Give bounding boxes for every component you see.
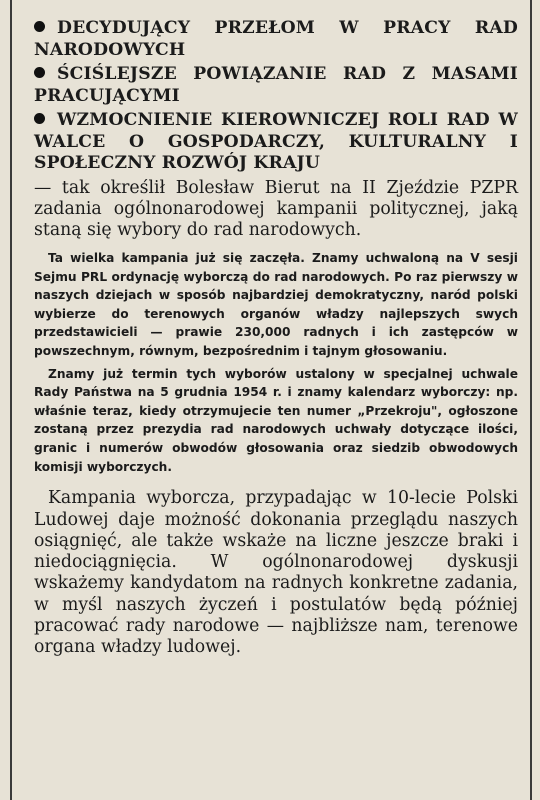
body-paragraph: Znamy już termin tych wyborów ustalony w specjalnej uchwale Rady Państwa na 5 grudnia 1954 r. i znamy kalendarz wyborczy: np. właśnie teraz, kiedy otrzymujecie ten numer „Przekroju", ogłoszone zostaną przez prezydia rad narodowych uchwały dotyczące ilości, granic i numerów obwodów głosowania oraz siedzib obwodowych komisji wyborczych. (34, 366, 518, 474)
headline-item (34, 110, 518, 175)
headline-text: DECYDUJĄCY PRZEŁOM W PRACY RAD NARODOWYCH (34, 18, 518, 60)
left-column-rule (10, 0, 12, 800)
bullet-icon (34, 67, 45, 78)
closing-paragraph: Kampania wyborcza, przypadając w 10-lecie Polski Ludowej daje możność dokonania przeglądu naszych osiągnięć, ale także wskaże na liczne jeszcze braki i niedociągnięcia. W ogólnonarodowej dyskusji wskażemy kandydatom na radnych konkretne zadania, w myśl naszych życzeń i postulatów będą później pracować rady narodowe — najbliższe nam, terenowe organa władzy ludowej. (34, 488, 518, 658)
headline-item (34, 64, 518, 107)
right-column-rule (530, 0, 532, 800)
body-paragraph: Ta wielka kampania już się zaczęła. Znamy uchwaloną na V sesji Sejmu PRL ordynację wyborczą do rad narodowych. Po raz pierwszy w naszych dziejach w sposób najbardziej demokratyczny, naród polski wybierze do terenowych organów władzy najlepszych swych przedstawicieli — prawie 230,000 radnych i ich zastępców w powszechnym, równym, bezpośrednim i tajnym głosowaniu. (34, 251, 518, 359)
headline-list (34, 18, 518, 175)
headline-text: WZMOCNIENIE KIEROWNICZEJ ROLI RAD W WALCE O GOSPODARCZY, KULTURALNY I SPOŁECZNY ROZWÓJ KRAJU (34, 110, 518, 173)
bullet-icon (34, 113, 45, 124)
bullet-icon (34, 21, 45, 32)
intro-paragraph: — tak określił Bolesław Bierut na II Zjeździe PZPR zadania ogólnonarodowej kampanii politycznej, jaką staną się wybory do rad narodowych. (34, 177, 518, 240)
headline-item (34, 18, 518, 61)
headline-text: ŚCIŚLEJSZE POWIĄZANIE RAD Z MASAMI PRACUJĄCYMI (34, 64, 518, 106)
